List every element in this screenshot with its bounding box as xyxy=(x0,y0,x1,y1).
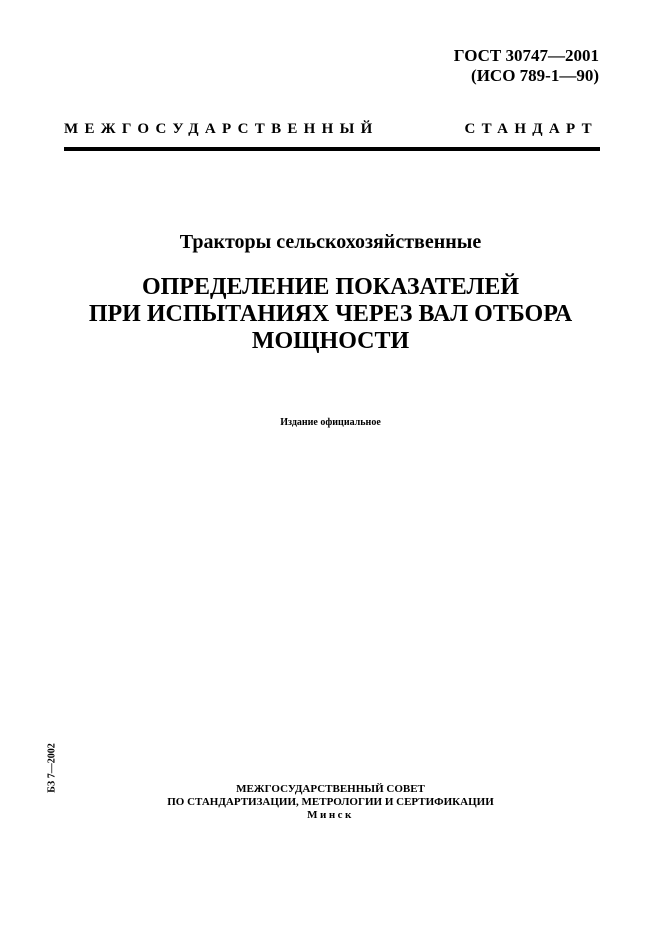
publisher-line: МЕЖГОСУДАРСТВЕННЫЙ СОВЕТ xyxy=(236,783,425,795)
title-line: ОПРЕДЕЛЕНИЕ ПОКАЗАТЕЛЕЙ xyxy=(141,274,520,300)
edition-note: Издание официальное xyxy=(280,417,381,428)
publisher-block xyxy=(0,783,661,822)
document-subject: Тракторы сельскохозяйственные xyxy=(179,231,482,253)
side-code: БЗ 7—2002 xyxy=(46,743,58,793)
standard-number: ГОСТ 30747—2001 xyxy=(453,46,599,65)
document-title xyxy=(0,274,661,355)
publisher-line: ПО СТАНДАРТИЗАЦИИ, МЕТРОЛОГИИ И СЕРТИФИКАЦИИ xyxy=(167,796,494,808)
title-line: МОЩНОСТИ xyxy=(251,328,410,354)
iso-reference: (ИСО 789-1—90) xyxy=(471,66,599,85)
header-divider xyxy=(64,147,600,151)
standard-number-block xyxy=(454,46,599,86)
title-line: ПРИ ИСПЫТАНИЯХ ЧЕРЕЗ ВАЛ ОТБОРА xyxy=(88,301,573,327)
interstate-standard-header: МЕЖГОСУДАРСТВЕННЫЙ СТАНДАРТ xyxy=(64,121,598,137)
publisher-city: Минск xyxy=(307,809,354,821)
